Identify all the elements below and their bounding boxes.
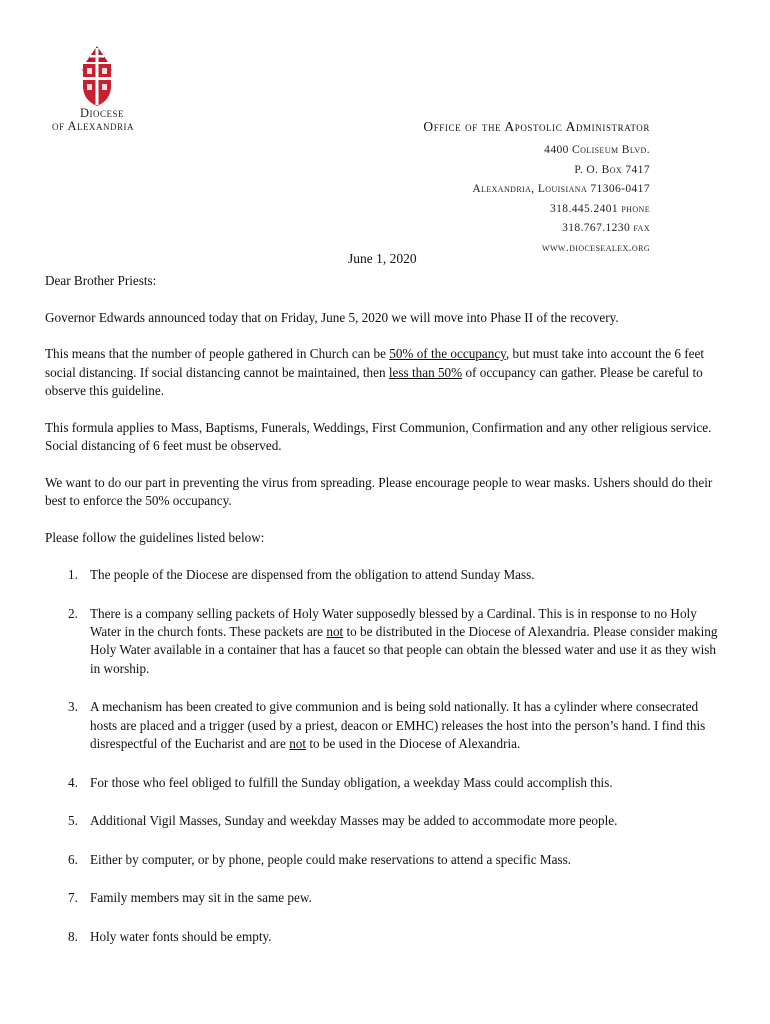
list-item: 8. Holy water fonts should be empty.	[68, 928, 272, 944]
list-item: 6. Either by computer, or by phone, people could make reservations to attend a specific Mass.	[68, 851, 572, 867]
underlined-occupancy: 50% of the occupancy	[389, 346, 506, 362]
list-item: 5. Additional Vigil Masses, Sunday and weekday Masses may be added to accommodate more people.	[68, 813, 618, 829]
address-city: Alexandria, Louisiana 71306-0417	[472, 183, 650, 196]
list-item: 3. A mechanism has been created to give communion and is being sold nationally. It has a cylinder where consecrated hosts are placed and a trigger (used by a priest, deacon or EMHC) releases the host into the person’s hand. I find this disrespectful of the Eucharist and are not to be used in the Diocese of Alexandria.	[68, 699, 706, 751]
address-street: 4400 Coliseum Blvd.	[544, 144, 650, 156]
address-website: www.diocesealex.org	[542, 241, 650, 254]
list-item: 1. The people of the Diocese are dispensed from the obligation to attend Sunday Mass.	[68, 567, 535, 583]
underlined-less-than: less than 50%	[388, 364, 463, 380]
salutation: Dear Brother Priests:	[45, 273, 157, 288]
list-item: 7. Family members may sit in the same pew.	[68, 890, 312, 906]
paragraph-formula: This formula applies to Mass, Baptisms, Funerals, Weddings, First Communion, Confirmation and any other religious service. Social distancing of 6 feet must be observed.	[45, 419, 712, 454]
address-phone: 318.445.2401 phone	[550, 202, 650, 215]
guidelines-list	[45, 566, 725, 946]
address-po-box: P. O. Box 7417	[574, 163, 650, 176]
diocese-name-line2: of Alexandria	[52, 119, 134, 133]
paragraph-phase-announcement: Governor Edwards announced today that on Friday, June 5, 2020 we will move into Phase II of the recovery.	[45, 309, 619, 325]
list-item: 4. For those who feel obliged to fulfill the Sunday obligation, a weekday Mass could accomplish this.	[68, 774, 613, 790]
office-title: Office of the Apostolic Administrator	[423, 119, 650, 134]
letter-date: June 1, 2020	[348, 251, 417, 266]
letter-body	[45, 272, 725, 966]
diocese-name-line1: Diocese	[79, 106, 125, 120]
address-fax: 318.767.1230 fax	[562, 222, 650, 235]
diocese-coat-of-arms-logo	[78, 44, 116, 108]
diocese-name	[48, 107, 148, 133]
paragraph-guidelines-intro: Please follow the guidelines listed below:	[45, 530, 265, 546]
address-block	[472, 141, 650, 259]
list-item: 2. There is a company selling packets of Holy Water supposedly blessed by a Cardinal. This is in response to no Holy Water in the church fonts. These packets are not to be distributed in the Diocese of Alexandria. Please consider making Holy Water available in a container that has a faucet so that people can obtain the blessed water and use it as they wish in worship.	[68, 605, 718, 676]
paragraph-occupancy: This means that the number of people gathered in Church can be 50% of the occupancy, but must take into account the 6 feet social distancing. If social distancing cannot be maintained, then less than 50% of occupancy can gather. Please be careful to observe this guideline.	[45, 346, 705, 399]
paragraph-prevention: We want to do our part in preventing the virus from spreading. Please encourage people to wear masks. Ushers should do their best to enforce the 50% occupancy.	[45, 475, 713, 509]
